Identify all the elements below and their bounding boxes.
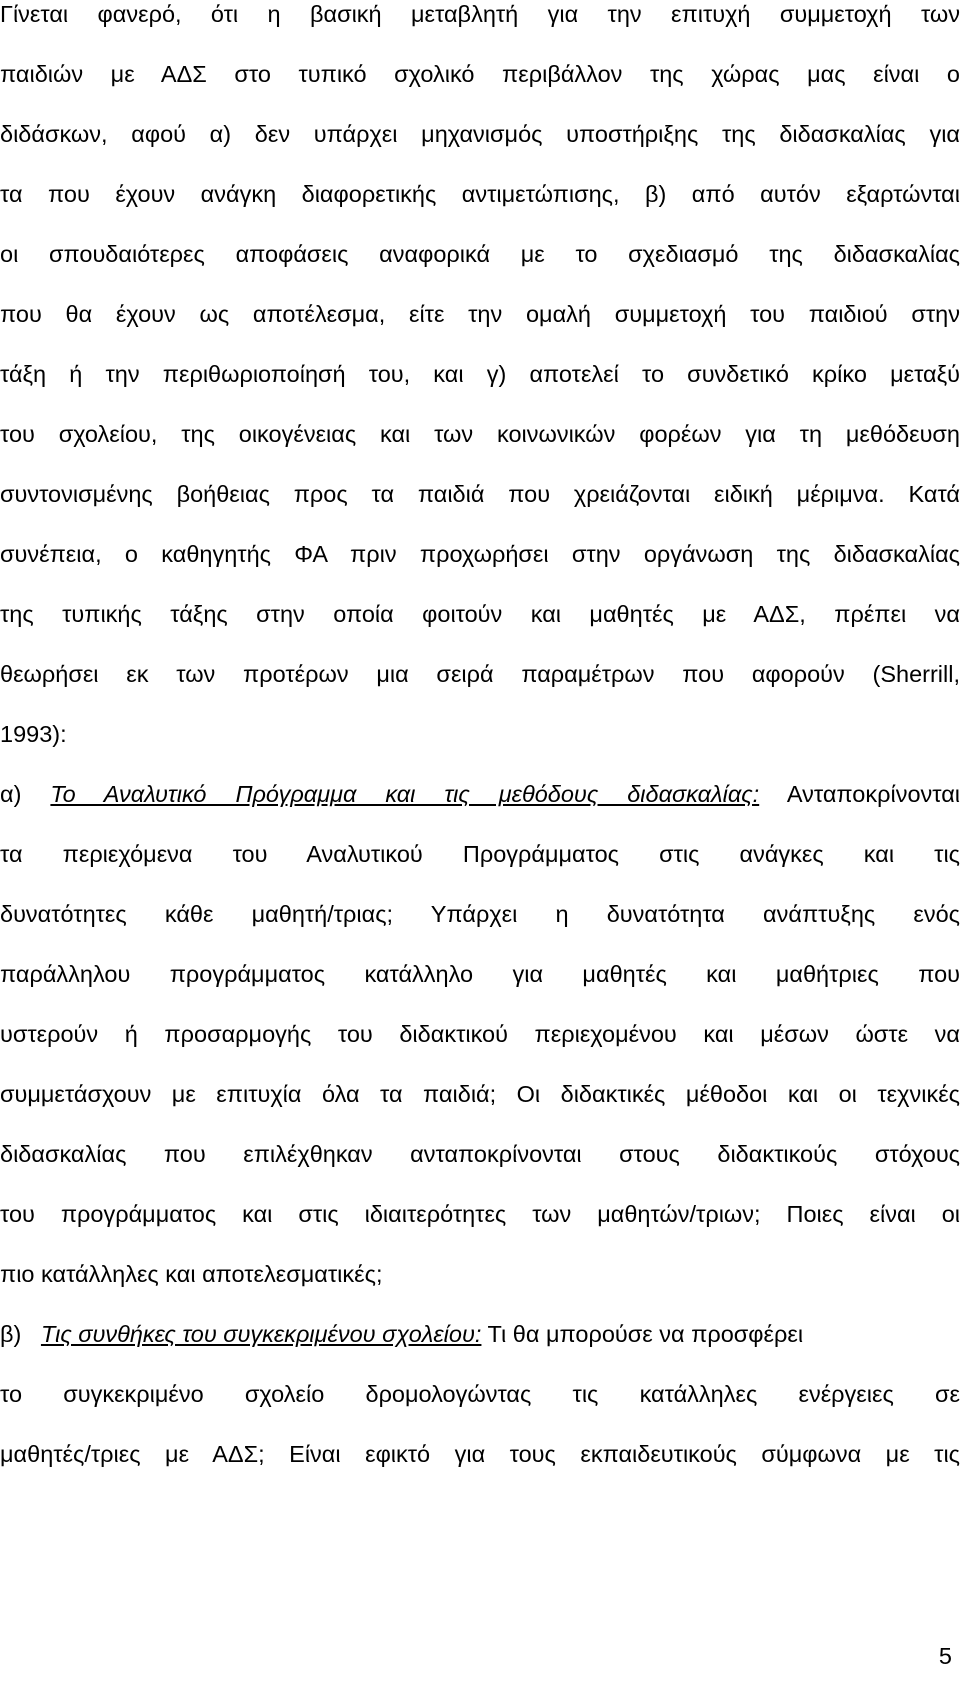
text-line: του σχολείου, της οικογένειας και των κοινωνικών φορέων για τη μεθόδευση — [0, 421, 960, 447]
text-line: πιο κατάλληλες και αποτελεσματικές; — [0, 1261, 383, 1287]
text-line: μαθητές/τριες με ΑΔΣ; Είναι εφικτό για τους εκπαιδευτικούς σύμφωνα με τις — [0, 1441, 960, 1467]
text-line: το συγκεκριμένο σχολείο δρομολογώντας τις κατάλληλες ενέργειες σε — [0, 1381, 960, 1407]
text-line: διδασκαλίας που επιλέχθηκαν ανταποκρίνονται στους διδακτικούς στόχους — [0, 1141, 960, 1167]
text-line: θεωρήσει εκ των προτέρων μια σειρά παραμέτρων που αφορούν (Sherrill, — [0, 661, 960, 687]
text-line: παιδιών με ΑΔΣ στο τυπικό σχολικό περιβάλλον της χώρας μας είναι ο — [0, 61, 960, 87]
text-line: συνέπεια, ο καθηγητής ΦΑ πριν προχωρήσει στην οργάνωση της διδασκαλίας — [0, 541, 960, 567]
list-item-text: Τι θα μπορούσε να προσφέρει — [487, 1321, 804, 1347]
text-line: της τυπικής τάξης στην οποία φοιτούν και μαθητές με ΑΔΣ, πρέπει να — [0, 601, 960, 627]
list-item-text: Ανταποκρίνονται — [786, 781, 960, 807]
text-line: οι σπουδαιότερες αποφάσεις αναφορικά με το σχεδιασμό της διδασκαλίας — [0, 241, 960, 267]
text-line: του προγράμματος και στις ιδιαιτερότητες των μαθητών/τριων; Ποιες είναι οι — [0, 1201, 960, 1227]
text-line: συντονισμένης βοήθειας προς τα παιδιά που χρειάζονται ειδική μέριμνα. Κατά — [0, 481, 960, 507]
list-item-heading: Τις συνθήκες του συγκεκριμένου σχολείου: — [40, 1321, 482, 1347]
text-line: διδάσκων, αφού α) δεν υπάρχει μηχανισμός υποστήριξης της διδασκαλίας για — [0, 121, 960, 147]
text-line: δυνατότητες κάθε μαθητή/τριας; Υπάρχει η δυνατότητα ανάπτυξης ενός — [0, 901, 960, 927]
text-line: συμμετάσχουν με επιτυχία όλα τα παιδιά; Οι διδακτικές μέθοδοι και οι τεχνικές — [0, 1081, 960, 1107]
text-line: τα περιεχόμενα του Αναλυτικού Προγράμματος στις ανάγκες και τις — [0, 841, 960, 867]
text-line: Γίνεται φανερό, ότι η βασική μεταβλητή για την επιτυχή συμμετοχή των — [0, 1, 960, 27]
text-line: που θα έχουν ως αποτέλεσμα, είτε την ομαλή συμμετοχή του παιδιού στην — [0, 301, 960, 327]
text-line: τα που έχουν ανάγκη διαφορετικής αντιμετώπισης, β) από αυτόν εξαρτώνται — [0, 181, 960, 207]
page-number: 5 — [938, 1643, 952, 1669]
text-line: τάξη ή την περιθωριοποίησή του, και γ) αποτελεί το συνδετικό κρίκο μεταξύ — [0, 361, 960, 387]
text-line: παράλληλου προγράμματος κατάλληλο για μαθητές και μαθήτριες που — [0, 961, 960, 987]
list-item-heading: Το Αναλυτικό Πρόγραμμα και τις μεθόδους διδασκαλίας: — [50, 781, 760, 807]
list-marker: α) — [0, 781, 22, 807]
list-item-b-first-line — [0, 1314, 960, 1354]
text-line: υστερούν ή προσαρμογής του διδακτικού περιεχομένου και μέσων ώστε να — [0, 1021, 960, 1047]
list-marker: β) — [0, 1321, 22, 1347]
list-item-a-first-line — [0, 774, 960, 814]
text-line: 1993): — [0, 721, 67, 747]
